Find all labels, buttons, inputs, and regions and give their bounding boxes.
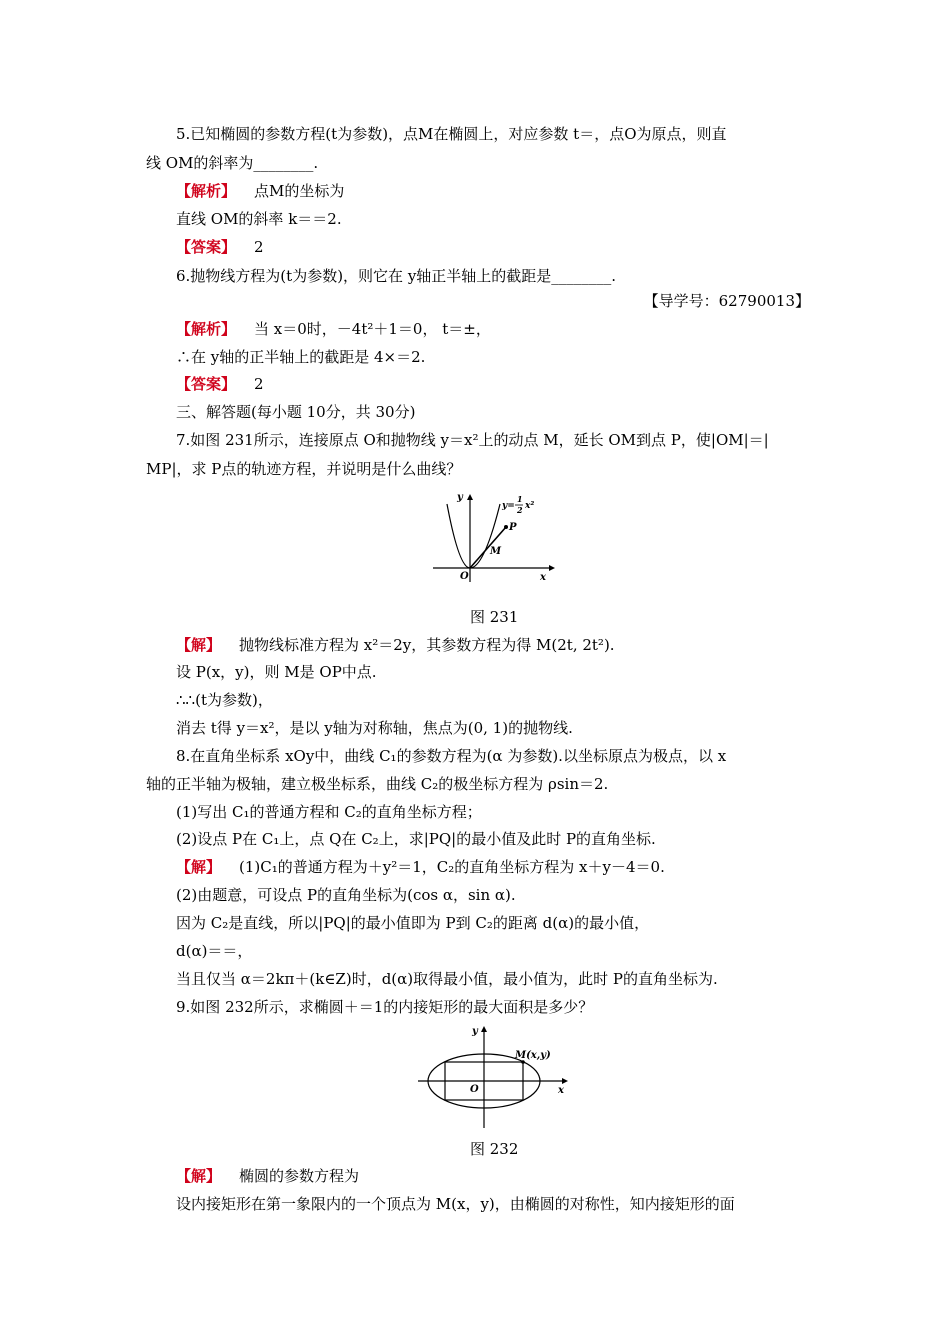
figure-232-caption: 图 232 [470,1140,519,1158]
y-axis-arrow [467,494,473,500]
solution-tag: 【解】 [176,858,222,876]
q6-line1: 6.抛物线方程为(t为参数)，则它在 y轴正半轴上的截距是________. [176,267,617,285]
curve-equation-variable: x² [525,501,535,511]
analysis-tag: 【解析】 [176,320,237,338]
q5-analysis [176,181,344,201]
q8-part1: (1)写出 C₁的普通方程和 C₂的直角坐标方程； [176,803,482,821]
curve-equation-numerator: 1 [517,494,523,504]
q8-line2: 轴的正半轴为极轴，建立极坐标系，曲线 C₂的极坐标方程为 ρsin＝2. [146,775,609,793]
q8-solution1-text: (1)C₁的普通方程为＋y²＝1，C₂的直角坐标方程为 x＋y－4＝0. [239,858,665,876]
analysis-tag: 【解析】 [176,182,237,200]
section-heading: 三、解答题(每小题 10分，共 30分) [176,403,416,421]
curve-equation-denominator: 2 [517,505,523,515]
q5-line1: 5.已知椭圆的参数方程(t为参数)，点M在椭圆上，对应参数 t＝，点O为原点，则直 [176,125,727,143]
y-axis-label: y [472,1026,478,1037]
q7-solution2: 设 P(x，y)，则 M是 OP中点. [176,663,377,681]
q7-line1: 7.如图 231所示，连接原点 O和抛物线 y＝x²上的动点 M，延长 OM到点 P，使|OM|＝| [176,431,769,449]
q8-part2: (2)设点 P在 C₁上，点 Q在 C₂上，求|PQ|的最小值及此时 P的直角坐标. [176,830,656,848]
q9-solution1 [176,1166,359,1186]
x-axis-label: x [540,572,546,583]
q5-line2: 线 OM的斜率为________. [146,154,319,172]
x-axis-label: x [558,1085,564,1096]
q9-line1: 9.如图 232所示，求椭圆＋＝1的内接矩形的最大面积是多少？ [176,998,594,1016]
curve-equation-prefix: y= [502,501,515,511]
point-p-label: P [509,522,517,533]
q7-solution1-text: 抛物线标准方程为 x²＝2y，其参数方程为得 M(2t, 2t²). [239,636,615,654]
q7-solution3: ∴∴(t为参数)， [176,691,273,709]
solution-tag: 【解】 [176,636,222,654]
y-axis-arrow [481,1026,487,1032]
point-m-label: M(x,y) [515,1050,551,1061]
q6-answer-text: 2 [254,375,264,393]
y-axis-label: y [457,492,463,503]
parabola-curve [447,504,500,568]
figure-231-parabola [425,486,555,586]
q6-analysis [176,319,491,339]
x-axis-arrow [549,565,555,571]
q5-analysis2: 直线 OM的斜率 k＝＝2. [176,210,342,228]
q7-solution1 [176,635,615,655]
figure-231-caption: 图 231 [470,608,519,626]
q5-analysis-text: 点M的坐标为 [254,182,345,200]
q9-solution2: 设内接矩形在第一象限内的一个顶点为 M(x，y)，由椭圆的对称性，知内接矩形的面 [176,1195,735,1213]
point-m-label: M [490,546,502,557]
q8-solution3: 因为 C₂是直线，所以|PQ|的最小值即为 P到 C₂的距离 d(α)的最小值， [176,914,650,932]
answer-tag: 【答案】 [176,238,237,256]
q6-analysis-text: 当 x＝0时，－4t²＋1＝0， t＝±， [254,320,491,338]
origin-label: O [460,571,469,582]
q8-solution1 [176,857,665,877]
q8-line1: 8.在直角坐标系 xOy中，曲线 C₁的参数方程为(α 为参数).以坐标原点为极点，以 x [176,747,727,765]
x-axis-arrow [562,1078,568,1084]
q5-answer [176,237,264,257]
q6-guide-number: 【导学号：62790013】 [643,292,810,310]
q5-answer-text: 2 [254,238,264,256]
answer-tag: 【答案】 [176,375,237,393]
q7-line2: MP|，求 P点的轨迹方程，并说明是什么曲线？ [146,460,462,478]
point-p [504,525,508,529]
q6-answer [176,374,264,394]
q9-solution1-text: 椭圆的参数方程为 [239,1167,360,1185]
q8-solution2: (2)由题意，可设点 P的直角坐标为(cos α，sin α). [176,886,516,904]
figure-232-ellipse [412,1022,572,1132]
q8-solution4: d(α)＝＝， [176,942,253,960]
q7-solution4: 消去 t得 y＝x²，是以 y轴为对称轴，焦点为(0, 1)的抛物线. [176,719,573,737]
q8-solution5: 当且仅当 α＝2kπ＋(k∈Z)时，d(α)取得最小值，最小值为，此时 P的直角坐标为. [176,970,718,988]
solution-tag: 【解】 [176,1167,222,1185]
origin-label: O [470,1084,479,1095]
q6-analysis2: ∴在 y轴的正半轴上的截距是 4×＝2. [176,348,426,366]
